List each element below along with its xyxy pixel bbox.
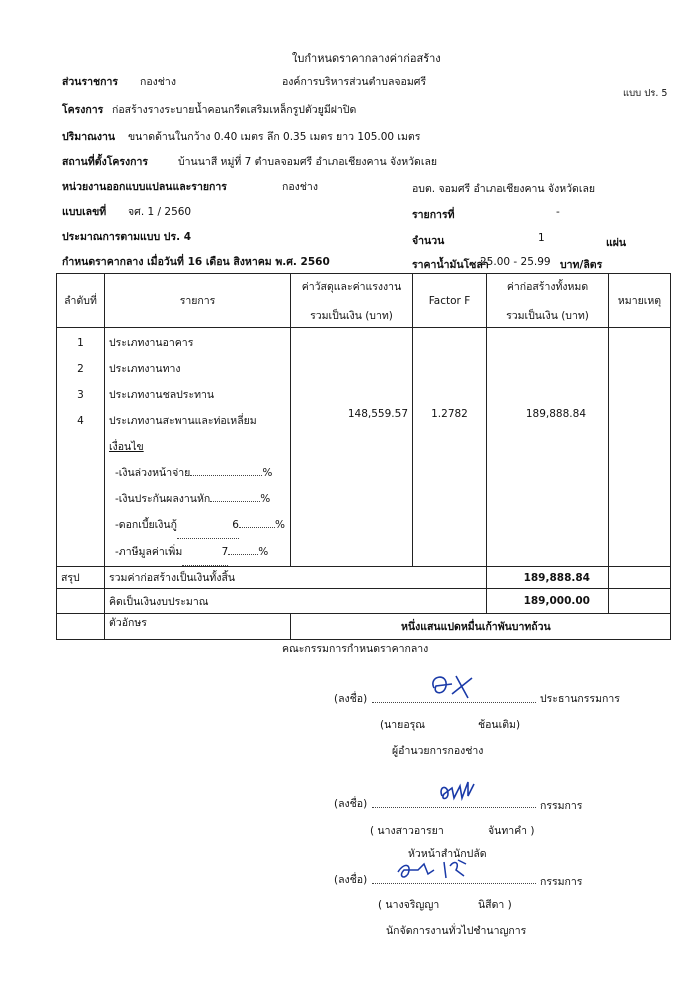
sign-label: (ลงชื่อ) (334, 874, 368, 886)
project-label: โครงการ (62, 104, 104, 116)
member-name-last: นิสีดา ) (478, 899, 512, 911)
sign-label: (ลงชื่อ) (334, 693, 368, 705)
row-cost-cell (291, 328, 413, 567)
summary-value: 189,888.84 (487, 567, 609, 589)
condition-label: -ภาษีมูลค่าเพิ่ม (115, 546, 183, 558)
signature-3 (394, 856, 484, 884)
row-no: 4 (77, 415, 84, 427)
agency-label: ส่วนราชการ (62, 76, 119, 88)
row-total-cell (487, 328, 609, 567)
design-unit-value: กองช่าง (282, 181, 318, 193)
row-no: 1 (77, 337, 84, 349)
header-factor: Factor F (413, 274, 487, 328)
condition-unit: % (262, 467, 273, 479)
budget-value: 189,000.00 (487, 589, 609, 614)
condition-value (190, 475, 262, 476)
drawing-no-value: จศ. 1 / 2560 (128, 206, 192, 218)
condition-interest (109, 512, 286, 539)
estimate-label: ประมาณการตามแบบ ปร. 4 (62, 231, 192, 243)
location-value: บ้านนาสี หมู่ที่ 7 ตำบลจอมศรี อำเภอเชียงคาน จังหวัดเลย (178, 156, 438, 168)
condition-value: 7 (182, 539, 228, 566)
page-title: ใบกำหนดราคากลางค่าก่อสร้าง (292, 52, 441, 65)
conditions-label: เงื่อนไข (109, 441, 144, 453)
member-role: กรรมการ (540, 800, 583, 812)
signature-2 (434, 776, 494, 806)
budget-row (57, 589, 671, 614)
sign-label: (ลงชื่อ) (334, 798, 368, 810)
summary-text: รวมค่าก่อสร้างเป็นเงินทั้งสิ้น (105, 567, 487, 589)
row-numbers (57, 328, 105, 567)
form-code: แบบ ปร. 5 (623, 88, 668, 99)
member-name-first: ( นางจริญญา (378, 899, 440, 911)
design-unit-label: หน่วยงานออกแบบแปลนและรายการ (62, 181, 227, 193)
table-body-row (57, 328, 671, 567)
items-label: รายการที่ (412, 209, 455, 221)
condition-value (210, 501, 260, 502)
member-role: กรรมการ (540, 876, 583, 888)
header-total-line2: รวมเป็นเงิน (บาท) (506, 309, 589, 322)
design-unit-org: อบต. จอมศรี อำเภอเชียงคาน จังหวัดเลย (412, 183, 596, 195)
agency-value: กองช่าง (140, 76, 176, 88)
header-cost-line1: ค่าวัสดุและค่าแรงงาน (301, 280, 402, 293)
row-total: 189,888.84 (525, 408, 586, 420)
summary-label: สรุป (57, 567, 105, 589)
committee-title: คณะกรรมการกำหนดราคากลาง (282, 643, 429, 655)
summary-row (57, 567, 671, 589)
drawing-no-label: แบบเลขที่ (62, 206, 107, 218)
oil-unit: บาท/ลิตร (560, 259, 603, 271)
condition-unit: % (258, 546, 269, 558)
member-name-last: ช้อนเติม) (478, 719, 521, 731)
header-cost-line2: รวมเป็นเงิน (บาท) (310, 309, 393, 322)
count-value: 1 (538, 232, 545, 244)
header-no: ลำดับที่ (57, 274, 105, 328)
condition-advance (109, 460, 286, 486)
quantity-value: ขนาดด้านในกว้าง 0.40 เมตร ลึก 0.35 เมตร ยาว 105.00 เมตร (128, 131, 421, 143)
row-item: ประเภทงานสะพานและท่อเหลี่ยม (109, 415, 257, 427)
row-item: ประเภทงานชลประทาน (109, 389, 215, 401)
items-value: - (556, 206, 560, 218)
words-label: ตัวอักษร (105, 614, 291, 640)
words-value: หนึ่งแสนแปดหมื่นเก้าพันบาทถ้วน (291, 614, 671, 640)
location-label: สถานที่ตั้งโครงการ (62, 156, 149, 168)
row-factor-cell (413, 328, 487, 567)
cost-table (56, 273, 671, 640)
header-cost (291, 274, 413, 328)
header-total (487, 274, 609, 328)
signature-1 (426, 672, 486, 702)
member-position: หัวหน้าสำนักปลัด (408, 848, 487, 860)
budget-text: คิดเป็นเงินงบประมาณ (105, 589, 487, 614)
condition-guarantee (109, 486, 286, 512)
member-name-first: (นายอรุณ (380, 719, 426, 731)
date-label: กำหนดราคากลาง เมื่อวันที่ 16 เดือน สิงหาคม พ.ศ. 2560 (62, 256, 330, 268)
words-empty (57, 614, 105, 640)
header-remark: หมายเหตุ (609, 274, 671, 328)
header-total-line1: ค่าก่อสร้างทั้งหมด (506, 280, 589, 293)
oil-value: 25.00 - 25.99 (480, 256, 551, 268)
row-factor: 1.2782 (431, 408, 468, 420)
count-label: จำนวน (412, 235, 445, 247)
summary-remark (609, 567, 671, 589)
count-unit: แผ่น (606, 237, 627, 249)
member-name-last: จันทาคำ ) (488, 825, 535, 837)
member-role: ประธานกรรมการ (540, 693, 620, 705)
header-item: รายการ (105, 274, 291, 328)
row-remark-cell (609, 328, 671, 567)
condition-label: -เงินประกันผลงานหัก (115, 493, 211, 505)
row-item: ประเภทงานทาง (109, 363, 181, 375)
oil-label: ราคาน้ำมันโซล่า (412, 259, 489, 271)
member-name-first: ( นางสาวอารยา (370, 825, 444, 837)
condition-value: 6 (177, 512, 239, 539)
condition-vat (109, 539, 286, 566)
row-item: ประเภทงานอาคาร (109, 337, 194, 349)
budget-empty (57, 589, 105, 614)
row-no: 3 (77, 389, 84, 401)
member-position: นักจัดการงานทั่วไปชำนาญการ (386, 925, 527, 937)
quantity-label: ปริมาณงาน (62, 131, 116, 143)
row-cost: 148,559.57 (347, 408, 408, 420)
table-header-row (57, 274, 671, 328)
budget-remark (609, 589, 671, 614)
condition-unit: % (260, 493, 271, 505)
project-value: ก่อสร้างรางระบายน้ำคอนกรีตเสริมเหล็กรูปตัวยูมีฝาปิด (112, 104, 357, 116)
organization-name: องค์การบริหารส่วนตำบลจอมศรี (282, 76, 427, 88)
words-row (57, 614, 671, 640)
condition-label: -ดอกเบี้ยเงินกู้ (115, 519, 177, 531)
member-position: ผู้อำนวยการกองช่าง (392, 745, 484, 757)
row-no: 2 (77, 363, 84, 375)
condition-unit: % (274, 519, 285, 531)
row-items (105, 328, 291, 567)
condition-label: -เงินล่วงหน้าจ่าย (115, 467, 191, 479)
